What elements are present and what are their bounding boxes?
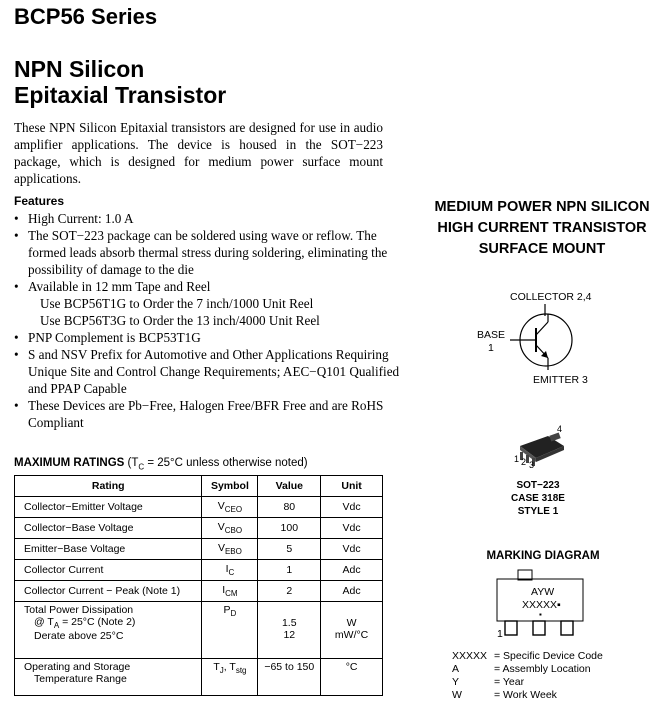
- base-pin-label: 1: [488, 342, 494, 354]
- package-pin-2: 2: [521, 457, 527, 467]
- column-header: Rating: [15, 476, 202, 497]
- column-header: Symbol: [202, 476, 258, 497]
- bullet-icon: •: [14, 228, 19, 243]
- symbol-cell: $V_{CEO}$: [202, 497, 258, 518]
- marking-dot: ▪: [539, 610, 542, 619]
- symbol-cell: $V_{EBO}$: [202, 539, 258, 560]
- value-cell: 2: [258, 581, 321, 602]
- value-cell: 1: [258, 560, 321, 581]
- emitter-label: EMITTER 3: [533, 374, 588, 386]
- features-heading: Features: [14, 194, 65, 208]
- bullet-icon: •: [14, 279, 19, 294]
- package-pin-1: 1: [514, 454, 520, 464]
- symbol-cell: $P_D$: [202, 602, 258, 659]
- table-row: [15, 581, 383, 602]
- value-cell: 1.5 12: [258, 602, 321, 659]
- rating-cell: Emitter−Base Voltage: [15, 539, 202, 560]
- value-cell: −65 to 150: [258, 659, 321, 696]
- rating-cell: Collector−Emitter Voltage: [15, 497, 202, 518]
- rating-cell: Total Power Dissipation @ $T_A = 25^\circ C$ (Note 2) Derate above 25°C: [15, 602, 202, 659]
- package-info: [458, 479, 618, 518]
- bullet-icon: •: [14, 347, 19, 362]
- heading-line: HIGH CURRENT TRANSISTOR: [437, 220, 647, 236]
- legend-row: W = Work Week: [452, 689, 557, 701]
- unit-cell: Vdc: [321, 518, 383, 539]
- table-header-row: [15, 476, 383, 497]
- bullet-icon: •: [14, 398, 19, 413]
- max-ratings-heading: [14, 457, 308, 471]
- feature-text: Available in 12 mm Tape and Reel: [28, 279, 211, 294]
- base-label: BASE: [477, 329, 506, 341]
- table-row: [15, 518, 383, 539]
- heading-line: MEDIUM POWER NPN SILICON: [434, 199, 650, 215]
- rating-cell: Collector Current − Peak (Note 1): [15, 581, 202, 602]
- npn-transistor-symbol-icon: [500, 300, 590, 380]
- title-line-1: NPN Silicon: [14, 56, 145, 82]
- symbol-cell: $I_{CM}$: [202, 581, 258, 602]
- legend-row: Y = Year: [452, 676, 525, 688]
- unit-cell: Adc: [321, 560, 383, 581]
- value-cell: 80: [258, 497, 321, 518]
- table-row: [15, 539, 383, 560]
- table-row: [15, 497, 383, 518]
- table-row: [15, 659, 383, 696]
- feature-text: PNP Complement is BCP53T1G: [28, 330, 201, 345]
- intro-paragraph: These NPN Silicon Epitaxial transistors are designed for use in audio amplifier applications. The device is housed in the SOT−223 package, which is designed for medium power surface mount applications.: [14, 120, 383, 186]
- max-ratings-table: [14, 475, 383, 696]
- marking-line-1: AYW: [531, 586, 555, 598]
- device-description-heading: [408, 197, 669, 260]
- legend-row: A = Assembly Location: [452, 663, 591, 675]
- features-list: [14, 210, 404, 431]
- marking-line-2: XXXXX▪: [522, 599, 561, 611]
- feature-item: [14, 397, 404, 431]
- column-header: Unit: [321, 476, 383, 497]
- feature-text: S and NSV Prefix for Automotive and Other Applications Requiring Unique Site and Control Change Requirements; AEC−Q101 Qualified and PPAP Capable: [28, 347, 400, 396]
- unit-cell: °C: [321, 659, 383, 696]
- series-title: BCP56 Series: [14, 4, 158, 29]
- package-name: SOT−223: [516, 480, 560, 491]
- feature-subitem: Use BCP56T3G to Order the 13 inch/4000 Unit Reel: [40, 313, 320, 328]
- max-ratings-condition: ($T_C = 25^\circ C$ unless otherwise noted): [127, 457, 308, 472]
- feature-subitem: Use BCP56T1G to Order the 7 inch/1000 Unit Reel: [40, 296, 314, 311]
- heading-line: SURFACE MOUNT: [478, 241, 606, 257]
- package-style: STYLE 1: [517, 506, 559, 517]
- title-line-2: Epitaxial Transistor: [14, 82, 227, 108]
- table-row: [15, 602, 383, 659]
- bullet-icon: •: [14, 330, 19, 345]
- feature-item: [14, 278, 404, 329]
- package-case: CASE 318E: [511, 493, 565, 504]
- symbol-cell: $I_C$: [202, 560, 258, 581]
- rating-cell: Collector Current: [15, 560, 202, 581]
- package-pin-4: 4: [557, 424, 563, 434]
- legend-row: XXXXX = Specific Device Code: [452, 650, 603, 662]
- rating-cell: Operating and Storage Temperature Range: [15, 659, 202, 696]
- package-pin-3: 3: [529, 460, 535, 470]
- feature-text: These Devices are Pb−Free, Halogen Free/BFR Free and are RoHS Compliant: [28, 398, 384, 430]
- marking-diagram-heading: MARKING DIAGRAM: [486, 550, 600, 562]
- column-header: Value: [258, 476, 321, 497]
- table-row: [15, 560, 383, 581]
- feature-text: The SOT−223 package can be soldered using wave or reflow. The formed leads absorb thermal stress during soldering, eliminating the possibility of damage to the die: [28, 228, 388, 277]
- rating-cell: Collector−Base Voltage: [15, 518, 202, 539]
- feature-item: [14, 227, 404, 278]
- feature-item: [14, 210, 404, 227]
- unit-cell: Vdc: [321, 497, 383, 518]
- collector-label: COLLECTOR 2,4: [510, 291, 592, 303]
- feature-item: [14, 329, 404, 346]
- symbol-cell: $V_{CBO}$: [202, 518, 258, 539]
- marking-legend: [452, 650, 605, 702]
- bullet-icon: •: [14, 211, 19, 226]
- feature-text: High Current: 1.0 A: [28, 211, 134, 226]
- value-cell: 5: [258, 539, 321, 560]
- value-cell: 100: [258, 518, 321, 539]
- unit-cell: W mW/°C: [321, 602, 383, 659]
- feature-item: [14, 346, 404, 397]
- page-title: [14, 56, 226, 108]
- symbol-cell: $T_J$, $T_{stg}$: [202, 659, 258, 696]
- marking-pin-1: 1: [497, 628, 503, 640]
- max-ratings-title: MAXIMUM RATINGS: [14, 457, 125, 469]
- unit-cell: Adc: [321, 581, 383, 602]
- unit-cell: Vdc: [321, 539, 383, 560]
